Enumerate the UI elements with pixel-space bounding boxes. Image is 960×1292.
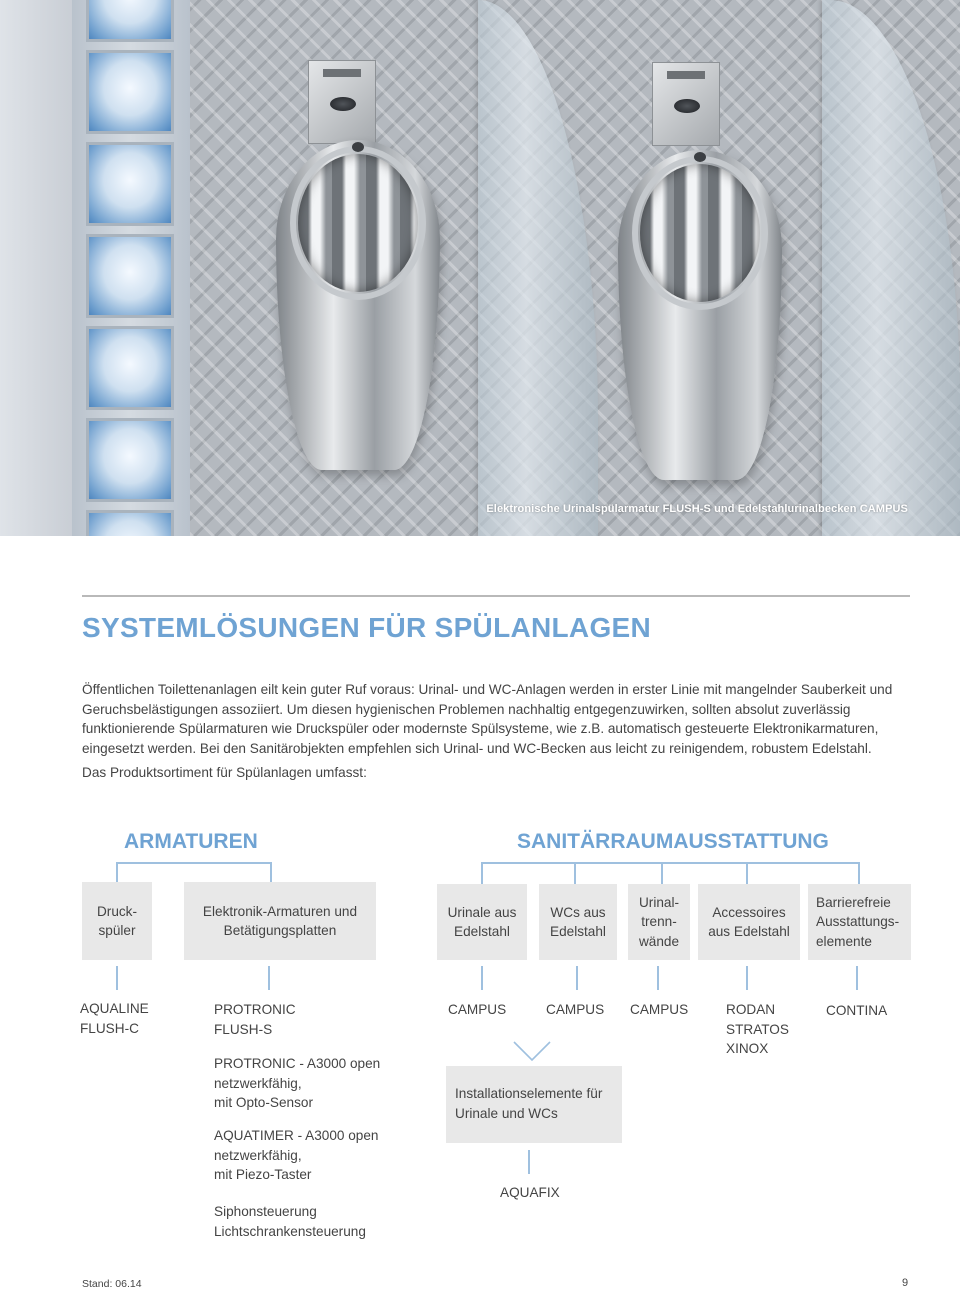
page-number: 9 (902, 1277, 909, 1289)
product-wcs: CAMPUS (546, 1002, 605, 1017)
connector-line (576, 966, 578, 990)
product-photo (0, 0, 960, 536)
product-group-protronic-a3000: PROTRONIC - A3000 open netzwerkfähig, mit Opto-Sensor (214, 1056, 381, 1110)
connector-line (116, 862, 118, 882)
product-list-accessoires: RODAN STRATOS XINOX (726, 1002, 789, 1056)
connector-line (481, 966, 483, 990)
glass-block (86, 418, 174, 502)
sensor-icon (674, 99, 700, 113)
product-trennwaende: CAMPUS (630, 1002, 689, 1017)
connector-line (116, 966, 118, 990)
connector-line (661, 862, 663, 884)
urinal-bowl (298, 154, 418, 292)
connector-line (481, 862, 860, 864)
glass-block (86, 510, 174, 536)
product-group-protronic-flush-s: PROTRONIC FLUSH-S (214, 1002, 296, 1037)
sensor-icon (330, 97, 356, 111)
section-title-sanitaer: SANITÄRRAUMAUSSTATTUNG (517, 830, 829, 853)
urinal-campus (618, 150, 782, 480)
photo-caption: Elektronische Urinalspülarmatur FLUSH-S und Edelstahlurinalbecken CAMPUS (486, 503, 908, 515)
category-druckspueler: Druck- spüler (82, 882, 152, 960)
product-barrierefrei: CONTINA (826, 1003, 888, 1018)
connector-line (856, 966, 858, 990)
intro-paragraph: Öffentlichen Toilettenanlagen eilt kein guter Ruf voraus: Urinal- und WC-Anlagen werden in erster Linie mit mangelnder Sauberkeit und Geruchsbelästigungen assoziiert. Um diesen hygienischen Problemen nachhaltig entgegenzuwirken, sollten absolut zuverlässig funktionierende Spülarmaturen wie Druckspüler oder modernste Spülsysteme, wie z.B. automatisch gesteuerte Elektronikarmaturen, eingesetzt werden. Bei den Sanitärobjekten empfehlen sich Urinal- und WC-Becken aus leicht zu reinigendem, robustem Edelstahl. (82, 682, 893, 756)
connector-line (481, 862, 483, 884)
footer-date: Stand: 06.14 (82, 1278, 142, 1290)
category-trennwaende: Urinal- trenn- wände (628, 884, 690, 960)
urinal-drain (694, 152, 706, 162)
connector-line (268, 966, 270, 990)
connector-line (746, 862, 748, 884)
connector-line (270, 862, 272, 882)
glass-block (86, 326, 174, 410)
category-installationselemente: Installationselemente für Urinale und WCs (446, 1066, 622, 1143)
wall-left (0, 0, 72, 536)
heading-rule (82, 595, 910, 597)
merge-connector-icon (512, 1040, 552, 1062)
urinal-bowl (640, 164, 760, 302)
category-elektronik-armaturen: Elektronik-Armaturen und Betätigungsplatten (184, 882, 376, 960)
urinal-campus (276, 140, 440, 470)
flush-control-panel (652, 62, 720, 146)
category-wcs: WCs aus Edelstahl (539, 884, 617, 960)
glass-block (86, 0, 174, 42)
category-urinale: Urinale aus Edelstahl (437, 884, 527, 960)
glass-block-column (72, 0, 190, 536)
sortiment-intro: Das Produktsortiment für Spülanlagen umfasst: (82, 765, 367, 780)
product-installation: AQUAFIX (500, 1185, 560, 1200)
product-group-aquatimer-a3000: AQUATIMER - A3000 open netzwerkfähig, mit Piezo-Taster (214, 1128, 379, 1182)
product-urinale: CAMPUS (448, 1002, 507, 1017)
connector-line (746, 966, 748, 990)
category-barrierefrei: Barrierefreie Ausstattungs- elemente (808, 884, 911, 960)
flush-control-panel (308, 60, 376, 144)
urinal-drain (352, 142, 364, 152)
connector-line (657, 966, 659, 990)
connector-line (858, 862, 860, 884)
panel-slot (323, 69, 361, 77)
category-accessoires: Accessoires aus Edelstahl (698, 884, 800, 960)
section-title-armaturen: ARMATUREN (124, 830, 258, 853)
connector-line (574, 862, 576, 884)
glass-block (86, 50, 174, 134)
page-title: SYSTEMLÖSUNGEN FÜR SPÜLANLAGEN (82, 612, 652, 643)
product-list-druckspueler: AQUALINE FLUSH-C (80, 1001, 149, 1036)
connector-line (528, 1150, 530, 1174)
panel-slot (667, 71, 705, 79)
product-group-steuerungen: Siphonsteuerung Lichtschrankensteuerung (214, 1204, 366, 1239)
connector-line (116, 862, 272, 864)
glass-block (86, 234, 174, 318)
glass-block (86, 142, 174, 226)
